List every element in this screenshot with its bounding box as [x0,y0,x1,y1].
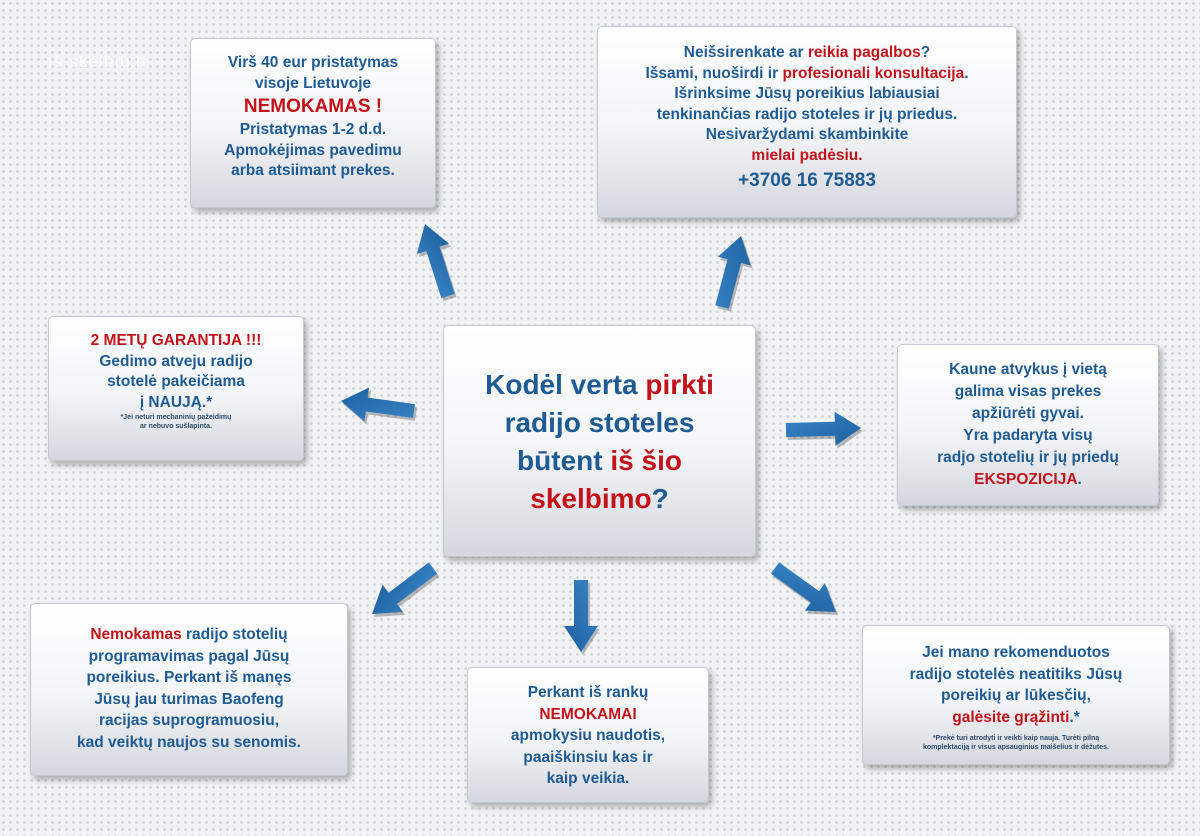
programming-line-2: programavimas pagal Jūsų [88,647,290,665]
return-note-2: komplektaciją ir visus apsauginius maišelius ir dėžutes. [923,744,1109,751]
consult-line-2b: profesionali konsultacija [782,64,965,82]
consult-line-1a: Neišsirenkate ar [683,44,808,61]
phone-number[interactable]: +3706 16 75883 [738,170,876,191]
watermark: iš skelbiu.lt [48,52,148,71]
consult-line-2a: Išsami, nuoširdi ir [645,64,783,82]
warranty-line-3: stotelė pakeičiama [107,373,245,390]
delivery-line-1: Virš 40 eur pristatymas [227,54,399,71]
warranty-note-2: ar nebuvo sušlapinta. [140,423,212,430]
warranty-box [48,316,304,461]
programming-line-5: racijas suprogramuosiu, [98,712,280,729]
center-question-box [443,325,756,557]
return-note-1: *Prekė turi atrodyti ir veikti kaip nauja. Turėti pilną [932,735,1100,742]
training-line-4: paaiškinsiu kas ir [523,748,653,766]
consult-line-2c: . [964,64,969,82]
consult-line-3: Išrinksime Jūsų poreikius labiausiai [674,85,940,102]
consult-line-1c: ? [920,44,931,61]
training-box [467,667,709,803]
consult-line-4: tenkinančias radijo stoteles ir jų priedus. [656,105,958,123]
delivery-line-5: Apmokėjimas pavedimu [224,141,402,159]
programming-line-3: poreikius. Perkant iš manęs [86,669,292,686]
arrow-to-showroom-icon [786,411,862,447]
training-line-5: kaip veikia. [546,770,630,787]
arrow-to-training-icon [564,580,598,652]
center-line-3a: būtent [517,445,611,476]
training-line-3: apmokysiu naudotis, [510,727,666,744]
delivery-free-label: NEMOKAMAS ! [243,96,383,117]
return-line-3: poreikių ar lūkesčių, [941,687,1091,704]
warranty-note-1: *Jei neturi mechaninių pažeidimų [120,414,232,421]
delivery-line-4: Pristatymas 1-2 d.d. [239,121,387,138]
training-line-1: Perkant iš rankų [527,684,649,701]
consult-line-5: Nesivaržydami skambinkite [705,126,909,143]
training-line-2: NEMOKAMAI [539,705,637,723]
warranty-line-4: į NAUJĄ.* [139,393,213,411]
center-line-1a: Kodėl verta [485,369,646,400]
programming-box [30,603,348,776]
return-box [862,625,1170,765]
showroom-line-3: apžiūrėti gyvai. [972,405,1084,422]
center-line-3b: iš šio [610,445,682,476]
showroom-line-1: Kaune atvykus į vietą [949,361,1107,378]
return-line-4 [863,707,1169,729]
return-line-2: radijo stotelės neatitiks Jūsų [909,665,1123,683]
return-line-4a: galėsite grąžinti [952,708,1070,726]
center-line-1 [444,366,755,404]
programming-line-1b: radijo stotelių [181,626,288,643]
showroom-line-2: galima visas prekes [954,383,1102,400]
showroom-line-4: Yra padaryta visų [963,427,1093,444]
arrow-to-delivery-icon [409,219,464,301]
consult-line-1 [598,43,1016,64]
consult-line-1b: reikia pagalbos [807,44,921,61]
programming-line-4: Jūsų jau turimas Baofeng [94,690,284,708]
warranty-line-2: Gedimo atveju radijo [99,352,253,370]
warranty-title: 2 METŲ GARANTIJA !!! [90,332,262,349]
arrow-to-warranty-icon [339,384,417,428]
arrow-to-return-icon [765,554,846,626]
consult-line-6: mielai padėsiu. [751,146,863,164]
showroom-line-6b: . [1077,471,1082,488]
center-line-2: radijo stoteles [504,407,695,438]
center-line-4b: ? [651,483,669,514]
center-line-3 [444,442,755,480]
return-line-1: Jei mano rekomenduotos [922,644,1110,661]
return-line-4b: .* [1069,708,1080,726]
programming-line-6: kad veiktų naujos su senomis. [77,733,301,751]
showroom-line-6a: EKSPOZICIJA [974,471,1078,488]
showroom-box [897,344,1159,506]
showroom-line-5: radjo stotelių ir jų priedų [937,449,1119,466]
center-line-1b: pirkti [645,369,714,400]
consult-line-2 [598,64,1016,85]
consultation-box [597,26,1017,218]
center-line-4 [444,480,755,518]
center-line-4a: skelbimo [530,483,652,514]
programming-line-1 [31,624,347,646]
programming-line-1a: Nemokamas [90,626,182,643]
arrow-to-programming-icon [362,554,443,627]
delivery-line-6: arba atsiimant prekes. [231,162,395,179]
delivery-box [190,38,436,208]
delivery-line-2: visoje Lietuvoje [254,74,372,92]
showroom-line-6 [898,469,1158,491]
